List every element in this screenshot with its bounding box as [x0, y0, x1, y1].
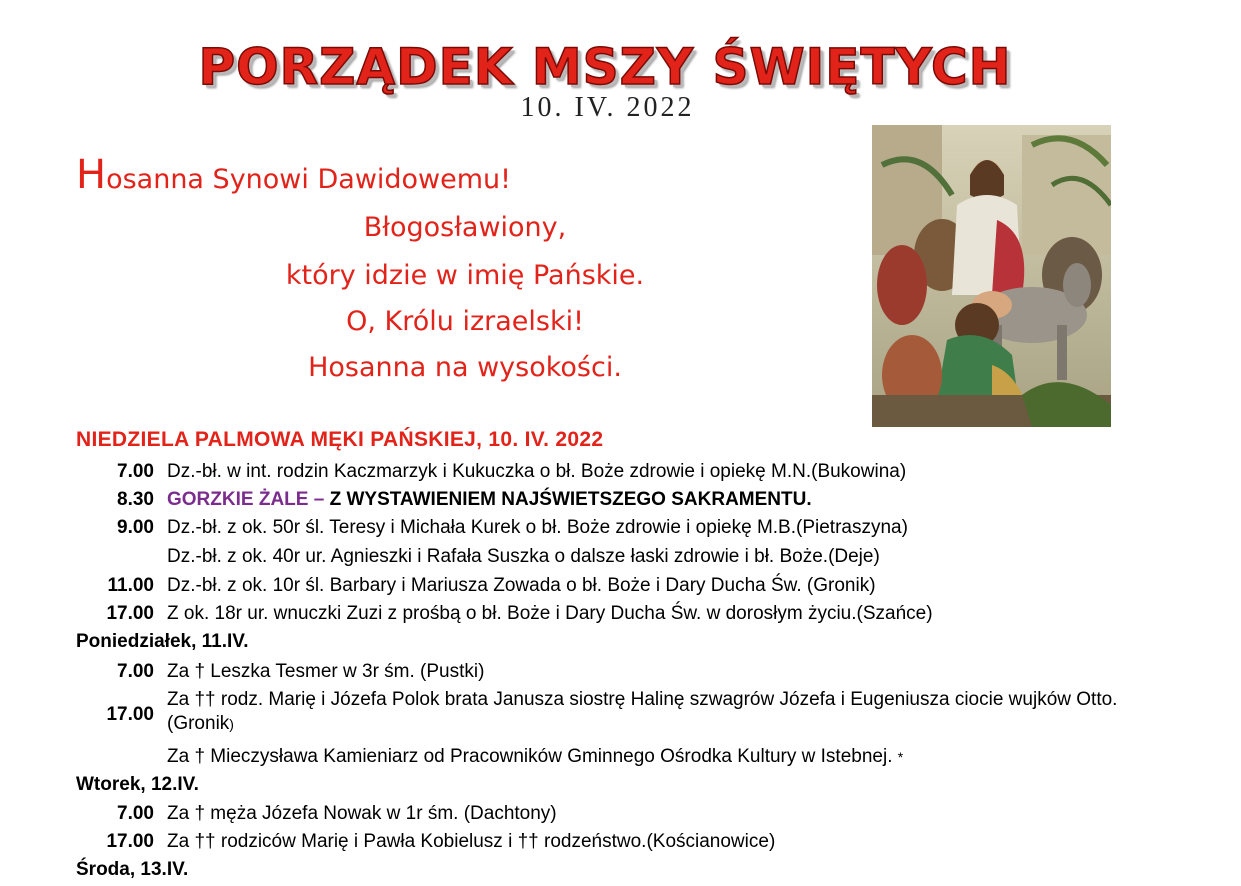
palm-sunday-painting [872, 125, 1111, 427]
mass-time: 17.00 [106, 831, 154, 852]
mass-intention: Dz.-bł. z ok. 40r ur. Agnieszki i Rafała Suszka o dalsze łaski zdrowie i bł. Boże.(Deje) [167, 546, 880, 567]
verse-line-5: Hosanna na wysokości. [308, 352, 622, 383]
asterisk-mark: * [897, 749, 904, 765]
mass-time: 17.00 [106, 603, 154, 624]
section-heading: NIEDZIELA PALMOWA MĘKI PAŃSKIEJ, 10. IV. 2022 [76, 428, 604, 451]
mass-time: 7.00 [117, 803, 154, 824]
verse-line-4: O, Królu izraelski! [346, 306, 584, 337]
verse-line-1-rest: osanna Synowi Dawidowemu! [106, 164, 511, 195]
page-title: PORZĄDEK MSZY ŚWIĘTYCH [198, 38, 1012, 96]
day-heading-tuesday: Wtorek, 12.IV. [76, 774, 199, 795]
mass-time: 11.00 [107, 575, 154, 596]
day-heading-wednesday: Środa, 13.IV. [76, 859, 189, 880]
mass-intention: Za † Leszka Tesmer w 3r śm. (Pustki) [167, 661, 485, 682]
mass-intention: Dz.-bł. z ok. 10r śl. Barbary i Mariusza Zowada o bł. Boże i Dary Ducha Św. (Gronik) [167, 575, 876, 596]
mass-intention [167, 488, 1167, 512]
mass-intention: Z ok. 18r ur. wnuczki Zuzi z prośbą o bł. Boże i Dary Ducha Św. w dorosłym życiu.(Szańce) [167, 603, 933, 624]
mass-intention [167, 688, 1147, 736]
exposition-note: Z WYSTAWIENIEM NAJŚWIETSZEGO SAKRAMENTU. [324, 489, 812, 510]
page-date: 10. IV. 2022 [520, 92, 695, 123]
mass-intention: Za †† rodziców Marię i Pawła Kobielusz i †† rodzeństwo.(Kościanowice) [167, 831, 776, 852]
mass-intention-suffix: ) [229, 716, 234, 732]
verse-capital: H [76, 152, 107, 198]
mass-intention [167, 745, 1167, 769]
mass-time: 9.00 [117, 517, 154, 538]
mass-time: 17.00 [106, 704, 154, 725]
mass-time: 8.30 [117, 489, 154, 510]
mass-intention-text: Za † Mieczysława Kamieniarz od Pracowników Gminnego Ośrodka Kultury w Istebnej. [167, 746, 898, 767]
gorzkie-zale-label: GORZKIE ŻALE – [167, 489, 325, 510]
verse-line-1 [76, 152, 511, 198]
mass-intention: Dz.-bł. w int. rodzin Kaczmarzyk i Kukuczka o bł. Boże zdrowie i opiekę M.N.(Bukowina) [167, 461, 907, 482]
mass-intention-text: Za †† rodz. Marię i Józefa Polok brata Janusza siostrę Halinę szwagrów Józefa i Eugeniusza ciocie wujków Otto. (Gronik [167, 689, 1118, 734]
verse-line-3: który idzie w imię Pańskie. [285, 260, 645, 291]
verse-line-2: Błogosławiony, [363, 212, 567, 243]
day-heading-monday: Poniedziałek, 11.IV. [76, 631, 249, 652]
mass-time: 7.00 [117, 661, 154, 682]
mass-intention: Dz.-bł. z ok. 50r śl. Teresy i Michała Kurek o bł. Boże zdrowie i opiekę M.B.(Pietraszyna) [167, 517, 908, 538]
mass-intention: Za † męża Józefa Nowak w 1r śm. (Dachtony) [167, 803, 557, 824]
mass-time: 7.00 [117, 461, 154, 482]
